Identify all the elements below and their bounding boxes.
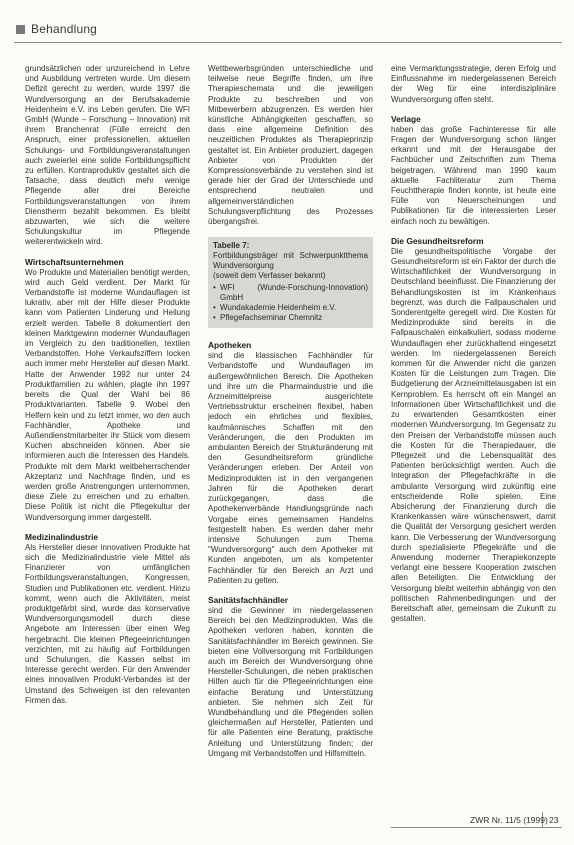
box-note: (soweit dem Verfasser bekannt) xyxy=(213,271,326,281)
box-subtitle: Fortbildungsträger mit Schwerpunktthema Wundversorgung xyxy=(213,251,368,271)
column-1 xyxy=(25,64,190,712)
paragraph: Wo Produkte und Materialien benötigt werden, wird auch Geld verdient. Der Markt für Verbandstoffe ist moderne Wundauflagen ist lukrativ, aber mit der Hilfe dieser Produkte kann vom Patienten Linderung und Heilung erzielt werden. Tabelle 8 dokumentiert den kleinen Marktgewinn moderner Wundauflagen im Vergleich zu den traditionellen, textilen Verbandstoffen. Hohe Verkaufsziffern locken auch immer mehr Hersteller auf diesen Markt. Hatte der Anwender 1992 nur unter 24 Produktfamilien zu wählen, plagte ihn 1997 bereits die Qual der Wahl bei 86 Produktvarianten. Tabelle 9. Wobei den Helfern kein und zu letzt immer, wo den auch Fachhändler, Apotheke und Außendienstmitarbeiter ihr Stück vom diesem Kuchen abschneiden können. Aber sie informieren auch die Interessen des Handels. Produkte mit dem Markt weitbeherrschender Akzeptanz und Nachfrage finden, und es werden große Anstrengungen unternommen, diese Ziele zu erreichen und zu erhalten. Diese Politik ist nicht die Pflegekultur der Wundversorgung immer dargestellt. xyxy=(25,267,190,522)
paragraph: Als Hersteller dieser innovativen Produkte hat sich die Medizinalindustrie viele Mittel als Finanzierer von umfänglichen Fortbildungsveranstaltungen, Kongressen, Studien und Publikationen etc. verdient. Hinzu kommt, wenn auch die Aktivitäten, meist produktgefärbt sind, wurde das konservative Wundversorgungsmodell durch diese Angebote am Interessen über einen Weg hergebracht. Die kleinen Pflegeeinrichtungen verzichten, mit zu häufig auf Fortbildungen und Schulungen, die Kassen selbst im Interesse gerecht werden. Für den Anwender eines innovativen Produkt-Verbandes ist der Umstand des Schweigen ist den relevanten Firmen das. xyxy=(25,542,190,705)
column-3 xyxy=(391,64,556,630)
paragraph: haben das große Fachinteresse für alle Fragen der Wundversorgung schon länger erkannt und mit der Herausgabe der Fachbücher und Zeitschriften zum Thema beigetragen. Während man 1990 kaum aktuelle Fachliteratur zum Thema Feuchttherapie finden konnte, ist heute eine Fülle von Neuerscheinungen und Publikationen für die interessierten Leser einfach noch zu bewältigen. xyxy=(391,124,556,226)
header-rule xyxy=(14,42,562,43)
column-2 xyxy=(208,64,373,765)
paragraph: sind die Gewinner im niedergelassenen Bereich bei den Medizinprodukten. Was die Apotheken verloren haben, konnten die Sanitätsfachhändler im Bereich gewinnen. Sie bieten eine Vollversorgung mit Fortbildungen auch im Bereich der Wundversorgung ohne Hersteller-Schulungen, die neben praktischen Hilfen auch für die Pflegeeinrichtungen eine einfache Beratung und Unterstützung anbieten. Sie nehmen sich Zeit für Wundbehandlung und die Pflegenden sollen gleichermaßen auf Hersteller, Patienten und für alle Patienten eine Beratung, praktische Anleitung und Unterstützung finden; der Umgang mit Verbandstoffen und Hilfsmitteln. xyxy=(208,605,373,758)
paragraph: grundsätzlichen oder unzureichend in Lehre und Ausbildung vertreten wurde. Um diesem Defizit gerecht zu werden, wurde 1997 die Wundversorgung an der Berufsakademie Heidenheim e.V. ins Leben gerufen. Die WFI GmbH (Wunde – Forschung – Innovation) mit ihrem Branchenrat (Fülle erreicht den Anspruch, einer professionellen, aktuellen Schulungs- und Fortbildungsveranstaltungen auch zweierlei eine solide Fortbildungspflicht zu erfüllen. Kontraproduktiv gestaltet sich die Tatsache, dass deutlich mehr wenige Pflegende aller drei Bereiche Fortbildungsveranstaltungen von ihrem Dienstherrn bezahlt bekommen. Es bleibt abzuwarten, wie sich die weitere Schulungskultur im Pflegende weiterentwickeln wird. xyxy=(25,64,190,247)
page-number: 23 xyxy=(549,815,559,825)
section-heading: Wirtschaftsunternehmen xyxy=(25,256,124,267)
section-heading: Apotheken xyxy=(208,340,252,351)
list-item: • Wundakademie Heidenheim e.V. xyxy=(213,303,368,313)
section-heading: Medizinalindustrie xyxy=(25,531,99,542)
section-heading: Verlage xyxy=(391,113,421,124)
box-list xyxy=(213,283,368,323)
paragraph: Die gesundheitspolitische Vorgabe der Gesundheitsreform ist ein Faktor der durch die Wirtschaftlichkeit der Wundversorgung in Deutschland beeinflusst. Die Finanzierung der Behandlungskosten ist im Krankenhaus begrenzt, was durch die Fallpauschalen und Sonderentgelte geregelt wird. Die Kosten für Medizinprodukte sind bereits in die Fallpauschalen einkalkuliert, sodass moderne Wundauflagen eher zurückhaltend eingesetzt werden. Im niedergelassenen Bereich kommen für die Anwender nicht die ganzen Kosten für die Leistungen zum Tragen. Die Budgetierung der Arzneimittelausgaben ist ein Kernproblem. Es herrscht oft ein Mangel an Informationen über Wirtschaftlichkeit und die zu erwartenden Gesamtkosten einer modernen Wundversorgung. Im Gegensatz zu den Preisen der Verbandstoffe müssen auch die Kosten für die Therapiedauer, die Pflegezeit und die Lebensqualität des Patienten berücksichtigt werden. Auch die Integration der Pflegefachkräfte in die ambulante Versorgung wird zukünftig eine entscheidende Rolle spielen. Eine Absicherung der Finanzierung durch die Krankenkassen wäre wünschenswert, damit die Qualität der Versorgung gesichert werden kann. Die Verbesserung der Wundversorgung durch spezialisierte Pflegekräfte und die Anwendung moderner Therapiekonzepte verlangt eine bessere Kooperation zwischen allen Beteiligten. Die Entwicklung der Versorgung bleibt weiterhin abhängig von den politischen Rahmenbedingungen und der Bereitschaft aller, gemeinsam die Zukunft zu gestalten. xyxy=(391,246,556,624)
info-box xyxy=(208,237,373,328)
section-title: Behandlung xyxy=(31,22,98,36)
footer-rule xyxy=(391,827,562,828)
list-item: • Pflegefachseminar Chemnitz xyxy=(213,313,368,323)
issue-label: ZWR Nr. 11/5 (1999) xyxy=(470,815,548,825)
paragraph: sind die klassischen Fachhändler für Verbandstoffe und Wundauflagen im außergewöhnlichen Bereich. Die Apotheken und ihre um die Pharmaindustrie und die Arzneimittelpreise ausgerichtete Vertriebsstruktur erscheinen flexibel, haben jedoch ein ehrliches und flexibles, kaufmännisches Schaffen mit den Veränderungen, die den Produkten im ambulanten Bereich der Strukturänderung mit den Gesundheitsreform gründliche Veränderungen erleben. Der Anteil von Medizinprodukten ist in den vergangenen Jahren für die Apotheken derart zurückgegangen, dass die Apothekenverbände Handlungsgründe nach Vorgabe eines gemeinsamen Handelns festgestellt haben. Es werden daher mehr intensive Schulungen zum Thema "Wundversorgung" auch dem Apotheker mit Kunden angeboten, um als kompetenter Fachhändler für den Bereich an Arzt und Patienten zu gelten. xyxy=(208,351,373,585)
section-marker xyxy=(16,25,25,34)
section-heading: Die Gesundheitsreform xyxy=(391,235,484,246)
list-item: • WFI (Wunde-Forschung-Innovation) GmbH xyxy=(213,283,368,303)
paragraph: eine Vermarktungsstrategie, deren Erfolg und Einflussnahme im niedergelassenen Bereich der Weg für eine interdisziplinäre Wundversorgung offen steht. xyxy=(391,64,556,104)
paragraph: Wettbewerbsgründen unterschiedliche und teilweise neue Begriffe finden, um ihre Therapieschemata und die jeweiligen Produkte zu beschreiben und von Mitbewerbern abzugrenzen. Es werden hier künstliche Abhängigkeiten geschaffen, so dass eine allgemeine Definition des neuzeitlichen Produktes als Therapieprinzip gestaltet ist. Ein Anbieter produziert, dagegen Anbieter von Produkten der Kompressionsverbände zu verstehen sind ist gerade hier der Grad der Unterschiede und entsprechend neutralen und allgemeinverständlichen Schulungsverpflichtung des Prozesses übergangsfrei. xyxy=(208,64,373,227)
section-heading: Sanitätsfachhändler xyxy=(208,594,289,605)
page-header xyxy=(0,0,574,40)
box-title: Tabelle 7: xyxy=(213,241,250,251)
